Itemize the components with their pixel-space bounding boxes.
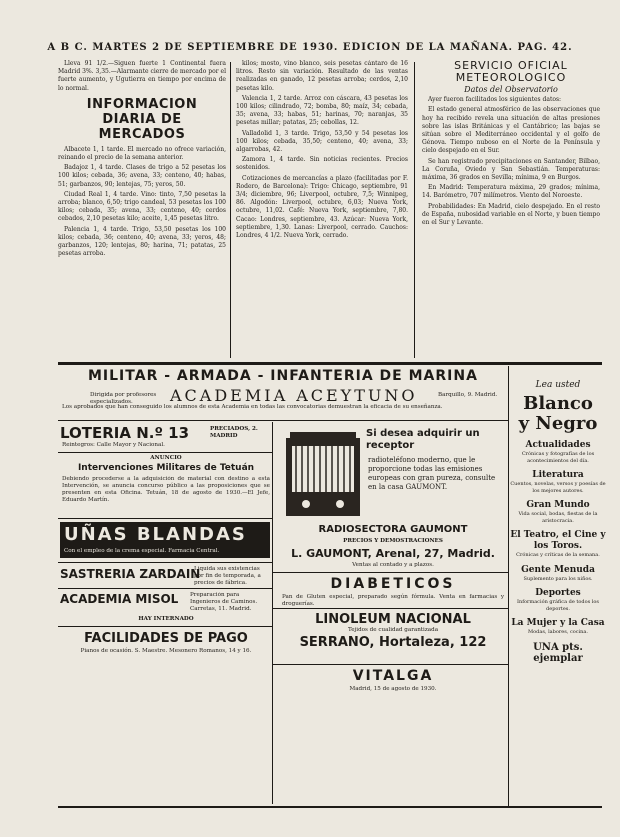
ad-divider: [58, 562, 272, 563]
loteria-sub: Reintegros: Calle Mayor y Nacional.: [62, 442, 165, 448]
teatro-text: Crónicas y críticas de la semana.: [516, 552, 600, 558]
ad-divider: [58, 420, 508, 421]
actualidades-text: Crónicas y fotografías de los acontecimientos del día.: [521, 451, 595, 464]
radio-icon: [282, 428, 364, 520]
radio-question: Si desea adquirir un receptor: [366, 428, 480, 451]
col3-p2: El estado general atmosférico de las observaciones que hoy ha recibido revela una situación de altas presiones sobre las islas Británicas y el Cantábrico; las bajas se sitúan sobre el Mediterráneo occidental y el golfo de Génova. Tiempo nuboso en el Norte de la Península y cielo despejado en el Sur.: [422, 106, 600, 155]
unas-sub: Con el empleo de la crema especial. Farmacia Central.: [64, 548, 220, 554]
radio-precios: PRECIOS Y DEMOSTRACIONES: [343, 538, 443, 544]
ad-militar: MILITAR - ARMADA - INFANTERIA DE MARINA: [88, 368, 478, 384]
column-divider: [230, 62, 231, 358]
col1-p4: Palencia 1, 4 tarde. Trigo, 53,50 pesetas los 100 kilos; cebada, 36; centeno, 40; avena, 33; yeros, 48; garbanzos, 120; lentejas, 80; harina, 71; patatas, 25 pesetas arroba.: [58, 225, 226, 258]
sidebar-divider: [508, 366, 509, 806]
ad-vitalga: VITALGA: [352, 668, 434, 684]
markets-title: INFORMACION DIARIA DE MERCADOS: [86, 96, 198, 142]
ad-serrano: SERRANO, Hortaleza, 122: [299, 635, 487, 650]
ad-linoleum: LINOLEUM NACIONAL: [315, 612, 471, 627]
ad-facilidades: FACILIDADES DE PAGO: [84, 631, 248, 646]
column-markets: [58, 60, 226, 360]
col3-p1: Ayer fueron facilitados los siguientes datos:: [428, 96, 562, 104]
col3-p5: Probabilidades: En Madrid, cielo despejado. En el resto de España, nubosidad variable en el Norte, y buen tiempo en el Sur y Levante.: [422, 202, 600, 227]
academia-address: Barquillo, 9. Madrid.: [438, 392, 498, 398]
radio-illustration: [282, 428, 364, 520]
sastreria-text: Liquida sus existencias por fin de temporada, a precios de fábrica.: [194, 566, 261, 586]
misol-internado: HAY INTERNADO: [138, 616, 194, 622]
page-header: A B C. MARTES 2 DE SEPTIEMBRE DE 1930. EDICION DE LA MAÑANA. PAG. 42.: [47, 42, 573, 53]
gente-menuda-text: Suplemento para los niños.: [523, 575, 593, 582]
section-literatura: Literatura: [532, 470, 584, 480]
section-teatro: El Teatro, el Cine y los Toros.: [510, 530, 606, 551]
y-negro-title: y Negro: [518, 413, 598, 434]
anuncio-label: ANUNCIO: [150, 455, 182, 461]
literatura-text: Cuentos, novelas, versos y poesías de los mejores autores.: [510, 481, 606, 494]
col2-p2: Valencia 1, 2 tarde. Arroz con cáscara, 43 pesetas los 100 kilos; cilindrado, 72; bomba, 80; maíz, 34; cebada, 35; avena, 33; habas, 51; harinas, 70; naranjas, 35 pesetas millar; patatas, 25; cebollas, 12.: [236, 94, 408, 127]
diabeticos-text: Pan de Gluten especial, preparado según fórmula. Venta en farmacias y droguerías.: [282, 594, 504, 607]
weather-subtitle: Datos del Observatorio: [464, 85, 558, 94]
column-markets-cont: [236, 60, 408, 360]
col3-p3: Se han registrado precipitaciones en Santander, Bilbao, La Coruña, Oviedo y San Sebastián. Temperaturas: máxima, 36 grados en Sevilla; mínima, 9 en Burgos.: [422, 157, 600, 182]
section-rule: [58, 362, 602, 365]
col2-p1: kilos; mosto, vino blanco, seis pesetas cántaro de 16 litros. Resto sin variación. Resultado de las ventas realizadas en ganado, 12 pesetas arroba; cerdos, 2,10 pesetas kilo.: [236, 60, 408, 92]
lea-usted: Lea usted: [535, 380, 581, 390]
section-actualidades: Actualidades: [525, 440, 591, 450]
gaumont-sub: Ventas al contado y a plazos.: [352, 562, 434, 568]
col2-p3: Valladolid 1, 3 tarde. Trigo, 53,50 y 54 pesetas los 100 kilos; cebada, 35,50; centeno, 40; avena, 33; algarrobas, 42.: [236, 129, 408, 154]
ad-divider: [58, 626, 272, 627]
ad-divider: [272, 664, 508, 665]
ad-loteria: LOTERIA N.º 13: [60, 424, 190, 442]
column-weather: [422, 60, 600, 360]
deportes-text: Información gráfica de todos los deportes.: [517, 599, 599, 612]
academia-note: Dirigida por profesores especializados.: [90, 392, 157, 405]
section-deportes: Deportes: [535, 588, 581, 598]
col1-p3: Ciudad Real 1, 4 tarde. Vino: tinto, 7,50 pesetas la arroba; blanco, 6,50; trigo candeal, 53 pesetas los 100 kilos; cebada, 35; avena, 33; centeno, 40; cerdos cebados, 2,10 pesetas kilo; aceite, 1,45 pesetas litro.: [58, 190, 226, 223]
ad-academia-aceytuno: ACADEMIA ACEYTUNO: [170, 386, 418, 405]
vitalga-text: Madrid, 15 de agosto de 1930.: [349, 686, 437, 692]
ad-divider: [58, 518, 272, 519]
ad-intervenciones: Intervenciones Militares de Tetuán: [77, 463, 255, 473]
intervenciones-text: Debiendo procederse a la adquisición de material con destino a esta Intervención, se anuncia concurso público a las proposiciones que se presenten en esta Oficina. Tetuán, 18 de agosto de 1930.—El Jefe, Eduardo Martín.: [62, 476, 270, 503]
loteria-address: PRECIADOS, 2. MADRID: [210, 426, 258, 439]
radio-text: radioteléfono moderno, que le proporcione todas las emisiones europeas con gran pureza, consulte en la casa GAUMONT.: [368, 456, 496, 491]
ad-divider: [272, 608, 508, 609]
mujer-text: Modas, labores, cocina.: [528, 629, 588, 635]
ad-divider: [272, 572, 508, 573]
sidebar-blanco-y-negro: [510, 380, 606, 820]
col1-p2: Badajoz 1, 4 tarde. Clases de trigo a 52 pesetas los 100 kilos; cebada, 36; avena, 33; centeno, 40; habas, 51; garbanzos, 90; lentejas, 75; yeros, 50.: [58, 164, 226, 188]
gran-mundo-text: Vida social, bodas, fiestas de la aristocracia.: [518, 511, 598, 524]
ad-gaumont-address: L. GAUMONT, Arenal, 27, Madrid.: [291, 547, 495, 560]
section-mujer-casa: La Mujer y la Casa: [511, 618, 605, 628]
linoleum-sub: Tejidos de cualidad garantizada: [347, 627, 439, 633]
price-ejemplar: UNA pts. ejemplar: [533, 641, 583, 664]
ad-column-divider: [272, 422, 273, 804]
ad-academia-misol: ACADEMIA MISOL: [60, 592, 179, 606]
ad-sastreria-zardain: SASTRERIA ZARDAIN: [60, 567, 201, 581]
bottom-rule: [58, 806, 602, 808]
ad-diabeticos: DIABETICOS: [330, 576, 456, 592]
ad-radiosectora: RADIOSECTORA GAUMONT: [318, 524, 468, 535]
col3-p4: En Madrid: Temperatura máxima, 29 grados; mínima, 14. Barómetro, 707 milímetros. Viento del Noroeste.: [422, 184, 600, 200]
column-divider: [414, 62, 415, 358]
ad-divider: [58, 452, 272, 453]
academia-text: Los aprobados que han conseguido los alumnos de esta Academia en todas las convocatorias demuestran la eficacia de su enseñanza.: [62, 404, 443, 410]
ad-divider: [58, 588, 272, 589]
section-gran-mundo: Gran Mundo: [526, 500, 590, 510]
col2-p4: Zamora 1, 4 tarde. Sin noticias recientes. Precios sostenidos.: [236, 156, 408, 172]
section-gente-menuda: Gente Menuda: [521, 564, 595, 575]
ad-unas-box: [60, 522, 270, 558]
ad-unas-blandas: UÑAS BLANDAS: [64, 524, 247, 545]
col1-p1: Albacete 1, 1 tarde. El mercado no ofrece variación, reinando el precio de la semana anterior.: [58, 145, 226, 162]
col1-intro: Lleva 91 1/2.—Siguen fuerte 1 Continental fuera Madrid 3%. 3,35.—Alarmante cierre de mercado por el fuerte aumento, y Ugutierra en tiempo por encima de lo normal.: [58, 60, 226, 92]
blanco-title: Blanco: [523, 393, 593, 414]
facilidades-text: Pianos de ocasión. S. Maestre. Mesonero Romanos, 14 y 16.: [80, 648, 252, 654]
col2-p5: Cotizaciones de mercancías a plazo (facilitadas por F. Rodero, de Barcelona): Trigo: Chicago, septiembre, 91 3/4; diciembre, 96; Liverpool, octubre, 7,5; Winnipeg, 86. Algodón: Liverpool, octubre, 6,03; Nueva York, octubre, 11,02. Café: Nueva York, septiembre, 7,80. Cacao: Londres, septiembre, 43. Azúcar: Nueva York, septiembre, 1,30. Lanas: Liverpool, cerrado. Cauchos: Londres, 4 1/2. Nueva York, cerrado.: [236, 174, 408, 240]
weather-title: SERVICIO OFICIAL METEOROLOGICO: [454, 60, 568, 84]
misol-text: Preparación para Ingenieros de Caminos. Carretas, 11. Madrid.: [190, 592, 258, 612]
